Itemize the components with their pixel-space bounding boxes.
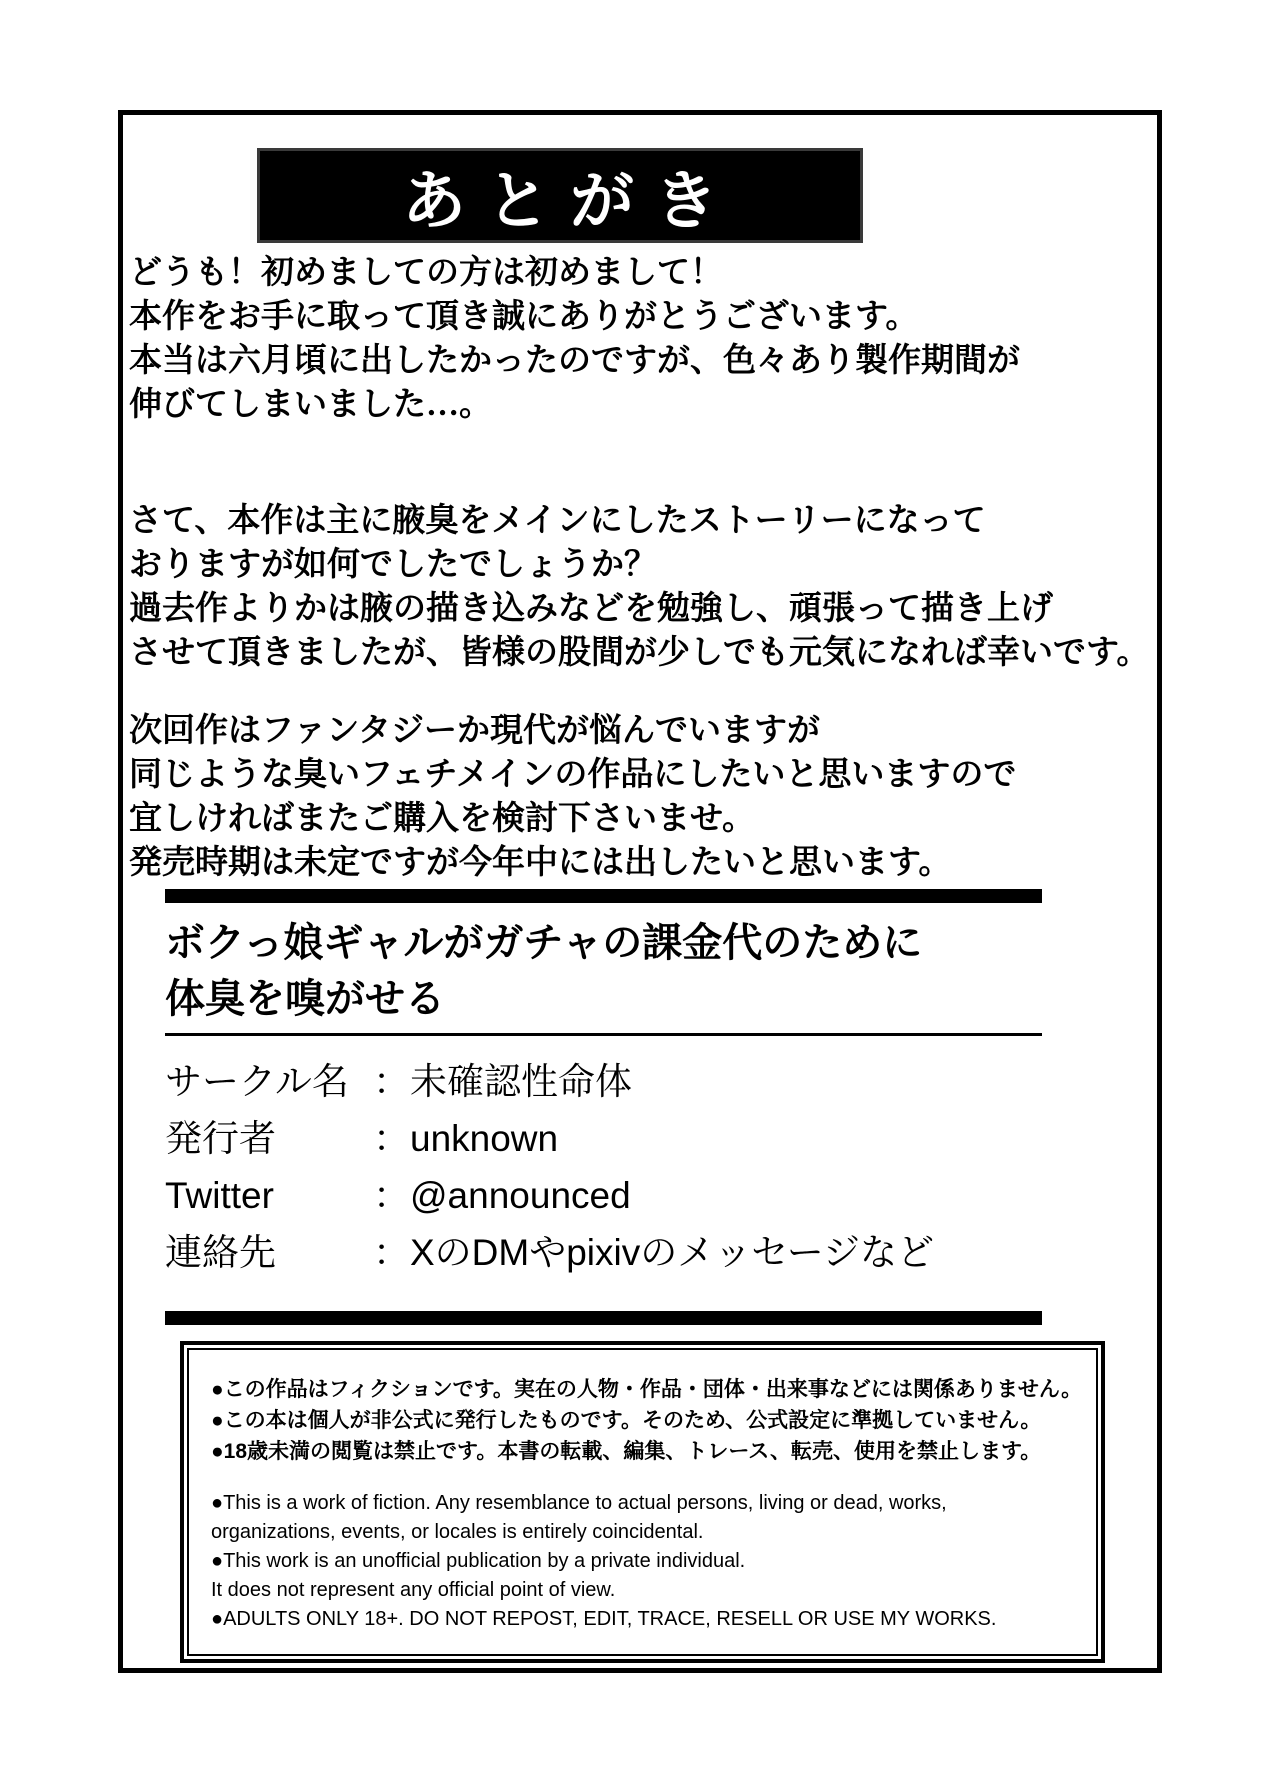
afterword-title-banner [257,148,863,243]
credit-row-contact [165,1224,1042,1281]
work-title-line: ボクっ娘ギャルがガチャの課金代のために [165,921,923,965]
paragraph-line: 本作をお手に取って頂き誠にありがとうございます。 [129,299,919,335]
paragraph-line: おりますが如何でしたでしょうか？ [129,547,657,583]
credit-row-twitter [165,1167,1042,1224]
paragraph-line: 過去作よりかは腋の描き込みなどを勉強し、頑張って描き上げ [129,591,1053,627]
credit-colon: ： [373,1061,410,1102]
disclaimer-jp-line: ●18歳未満の閲覧は禁止です。本書の転載、編集、トレース、転売、使用を禁止します。 [211,1440,1042,1463]
credit-colon: ： [373,1175,410,1216]
afterword-body [123,243,1157,885]
paragraph-about-story [129,499,1157,675]
disclaimer-jp-line: ●この作品はフィクションです。実在の人物・作品・団体・出来事などには関係ありません。 [211,1378,1083,1401]
disclaimer-en-line: ●This is a work of fiction. Any resemblance to actual persons, living or dead, works, [211,1492,947,1514]
work-title-line: 体臭を嗅がせる [165,977,445,1021]
paragraph-line: 同じような臭いフェチメインの作品にしたいと思いますので [129,757,1017,793]
afterword-title: あとがき [402,165,738,237]
work-info-section [165,889,1083,1663]
credit-label: 発行者 [165,1118,276,1159]
title-underline-rule [165,1033,1042,1036]
disclaimer-japanese [211,1374,1083,1467]
credit-label: Twitter [165,1175,274,1216]
disclaimer-en-line: ●ADULTS ONLY 18+. DO NOT REPOST, EDIT, TRACE, RESELL OR USE MY WORKS. [211,1608,997,1630]
paragraph-greeting [129,251,1157,427]
disclaimer-en-line: organizations, events, or locales is entirely coincidental. [211,1521,704,1543]
credit-colon: ： [373,1232,410,1273]
disclaimer-box [180,1341,1105,1663]
credit-value: @announced [410,1175,631,1216]
paragraph-line: 宜しければまたご購入を検討下さいませ。 [129,801,756,837]
credit-colon: ： [373,1118,410,1159]
disclaimer-box-inner [187,1348,1098,1656]
paragraph-line: どうも！初めましての方は初めまして！ [129,255,723,291]
disclaimer-en-line: It does not represent any official point of view. [211,1579,616,1601]
disclaimer-en-line: ●This work is an unofficial publication by a private individual. [211,1550,746,1572]
paragraph-line: 本当は六月頃に出したかったのですが、色々あり製作期間が [129,343,1020,379]
credit-value: XのDMやpixivのメッセージなど [410,1232,935,1273]
paragraph-next-work [129,709,1157,885]
credit-row-publisher [165,1110,1042,1167]
disclaimer-jp-line: ●この本は個人が非公式に発行したものです。そのため、公式設定に準拠していません。 [211,1409,1042,1432]
divider-bar-top [165,889,1042,903]
credit-label: 連絡先 [165,1232,276,1273]
disclaimer-english [211,1489,1078,1634]
work-title [165,915,1042,1027]
credits-list [165,1053,1042,1281]
credit-value: unknown [410,1118,559,1159]
page-border-frame [118,110,1162,1673]
credit-label: サークル名 [165,1061,349,1102]
paragraph-line: 次回作はファンタジーか現代が悩んでいますが [129,713,821,749]
divider-bar-bottom [165,1311,1042,1325]
paragraph-line: さて、本作は主に腋臭をメインにしたストーリーになって [129,503,986,539]
paragraph-line: 発売時期は未定ですが今年中には出したいと思います。 [129,845,952,881]
paragraph-line: させて頂きましたが、皆様の股間が少しでも元気になれば幸いです。 [129,635,1150,671]
credit-row-circle [165,1053,1042,1110]
paragraph-line: 伸びてしまいました…。 [129,387,492,423]
credit-value: 未確認性命体 [410,1061,632,1102]
